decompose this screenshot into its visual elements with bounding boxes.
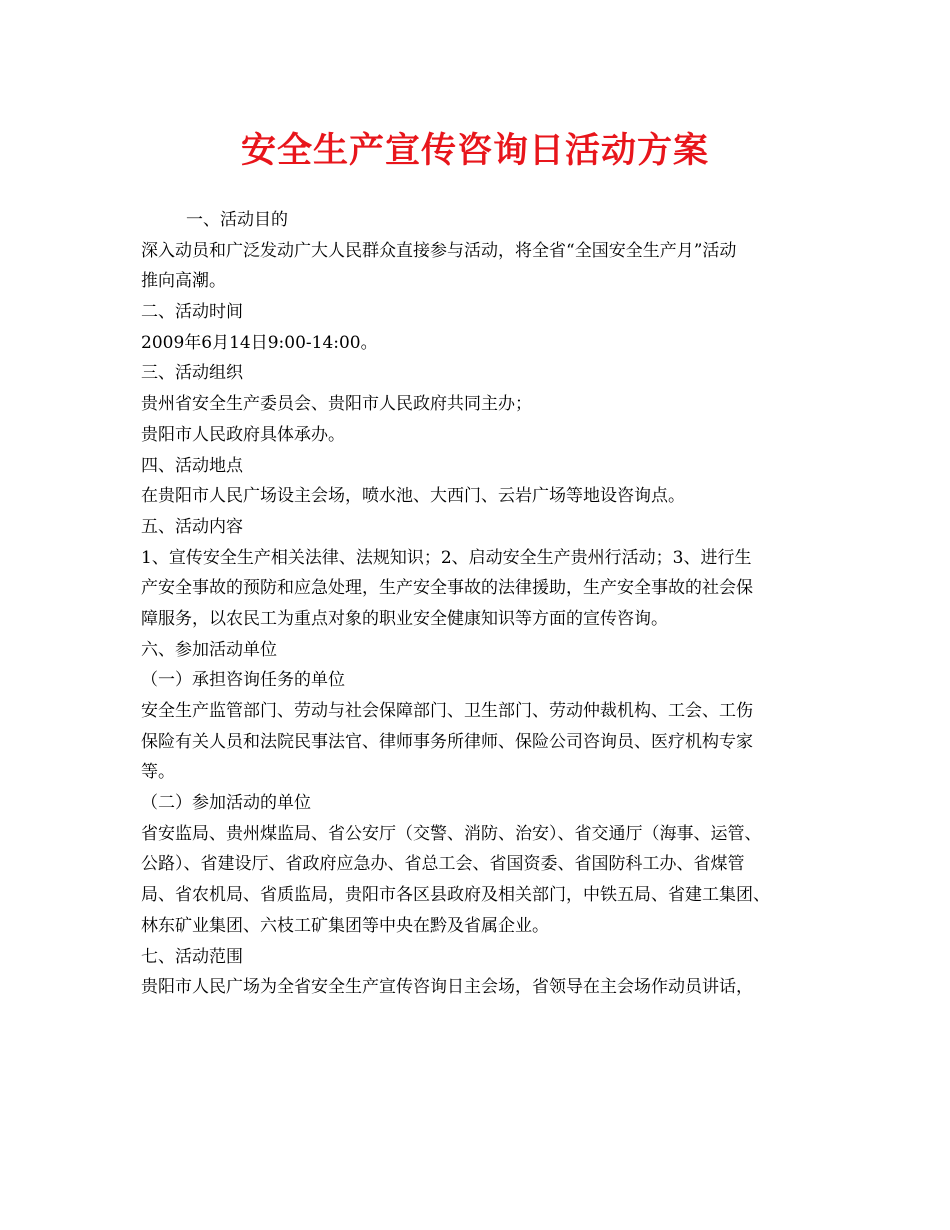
- paragraph-line: 省安监局、贵州煤监局、省公安厅（交警、消防、治安）、省交通厅（海事、运管、: [141, 823, 762, 844]
- paragraph-line: 1、宣传安全生产相关法律、法规知识；2、启动安全生产贵州行活动；3、进行生: [141, 547, 752, 568]
- section-heading-participants: 六、参加活动单位: [141, 639, 277, 660]
- subsection-heading: （一）承担咨询任务的单位: [141, 670, 345, 691]
- paragraph-line: 深入动员和广泛发动广大人民群众直接参与活动，将全省“全国安全生产月”活动: [141, 240, 737, 261]
- paragraph-line: 贵州省安全生产委员会、贵阳市人民政府共同主办；: [141, 394, 532, 415]
- section-heading-location: 四、活动地点: [141, 455, 243, 476]
- subsection-heading: （二）参加活动的单位: [141, 793, 311, 814]
- paragraph-line: 贵阳市人民广场为全省安全生产宣传咨询日主会场，省领导在主会场作动员讲话，: [141, 977, 753, 998]
- paragraph-line: 局、省农机局、省质监局，贵阳市各区县政府及相关部门，中铁五局、省建工集团、: [141, 885, 770, 906]
- paragraph-line: 2009年6月14日9:00-14:00。: [141, 332, 378, 353]
- paragraph-line: 障服务，以农民工为重点对象的职业安全健康知识等方面的宣传咨询。: [141, 608, 668, 629]
- section-heading-purpose: 一、活动目的: [186, 210, 288, 230]
- paragraph-line: 等。: [141, 762, 175, 783]
- section-heading-scope: 七、活动范围: [141, 946, 243, 967]
- paragraph-line: 公路）、省建设厅、省政府应急办、省总工会、省国资委、省国防科工办、省煤管: [141, 854, 745, 875]
- document-title: 安全生产宣传咨询日活动方案: [240, 130, 709, 171]
- section-heading-content: 五、活动内容: [141, 516, 243, 537]
- paragraph-line: 在贵阳市人民广场设主会场，喷水池、大西门、云岩广场等地设咨询点。: [141, 486, 685, 507]
- document-body: [141, 205, 831, 1003]
- section-heading-organization: 三、活动组织: [141, 363, 243, 384]
- paragraph-line: 安全生产监管部门、劳动与社会保障部门、卫生部门、劳动仲裁机构、工会、工伤: [141, 701, 753, 721]
- section-heading-time: 二、活动时间: [141, 302, 243, 323]
- paragraph-line: 贵阳市人民政府具体承办。: [141, 424, 345, 445]
- paragraph-line: 推向高潮。: [141, 271, 226, 292]
- paragraph-line: 保险有关人员和法院民事法官、律师事务所律师、保险公司咨询员、医疗机构专家: [141, 731, 753, 752]
- paragraph-line: 产安全事故的预防和应急处理，生产安全事故的法律援助，生产安全事故的社会保: [141, 578, 753, 599]
- paragraph-line: 林东矿业集团、六枝工矿集团等中央在黔及省属企业。: [141, 915, 549, 936]
